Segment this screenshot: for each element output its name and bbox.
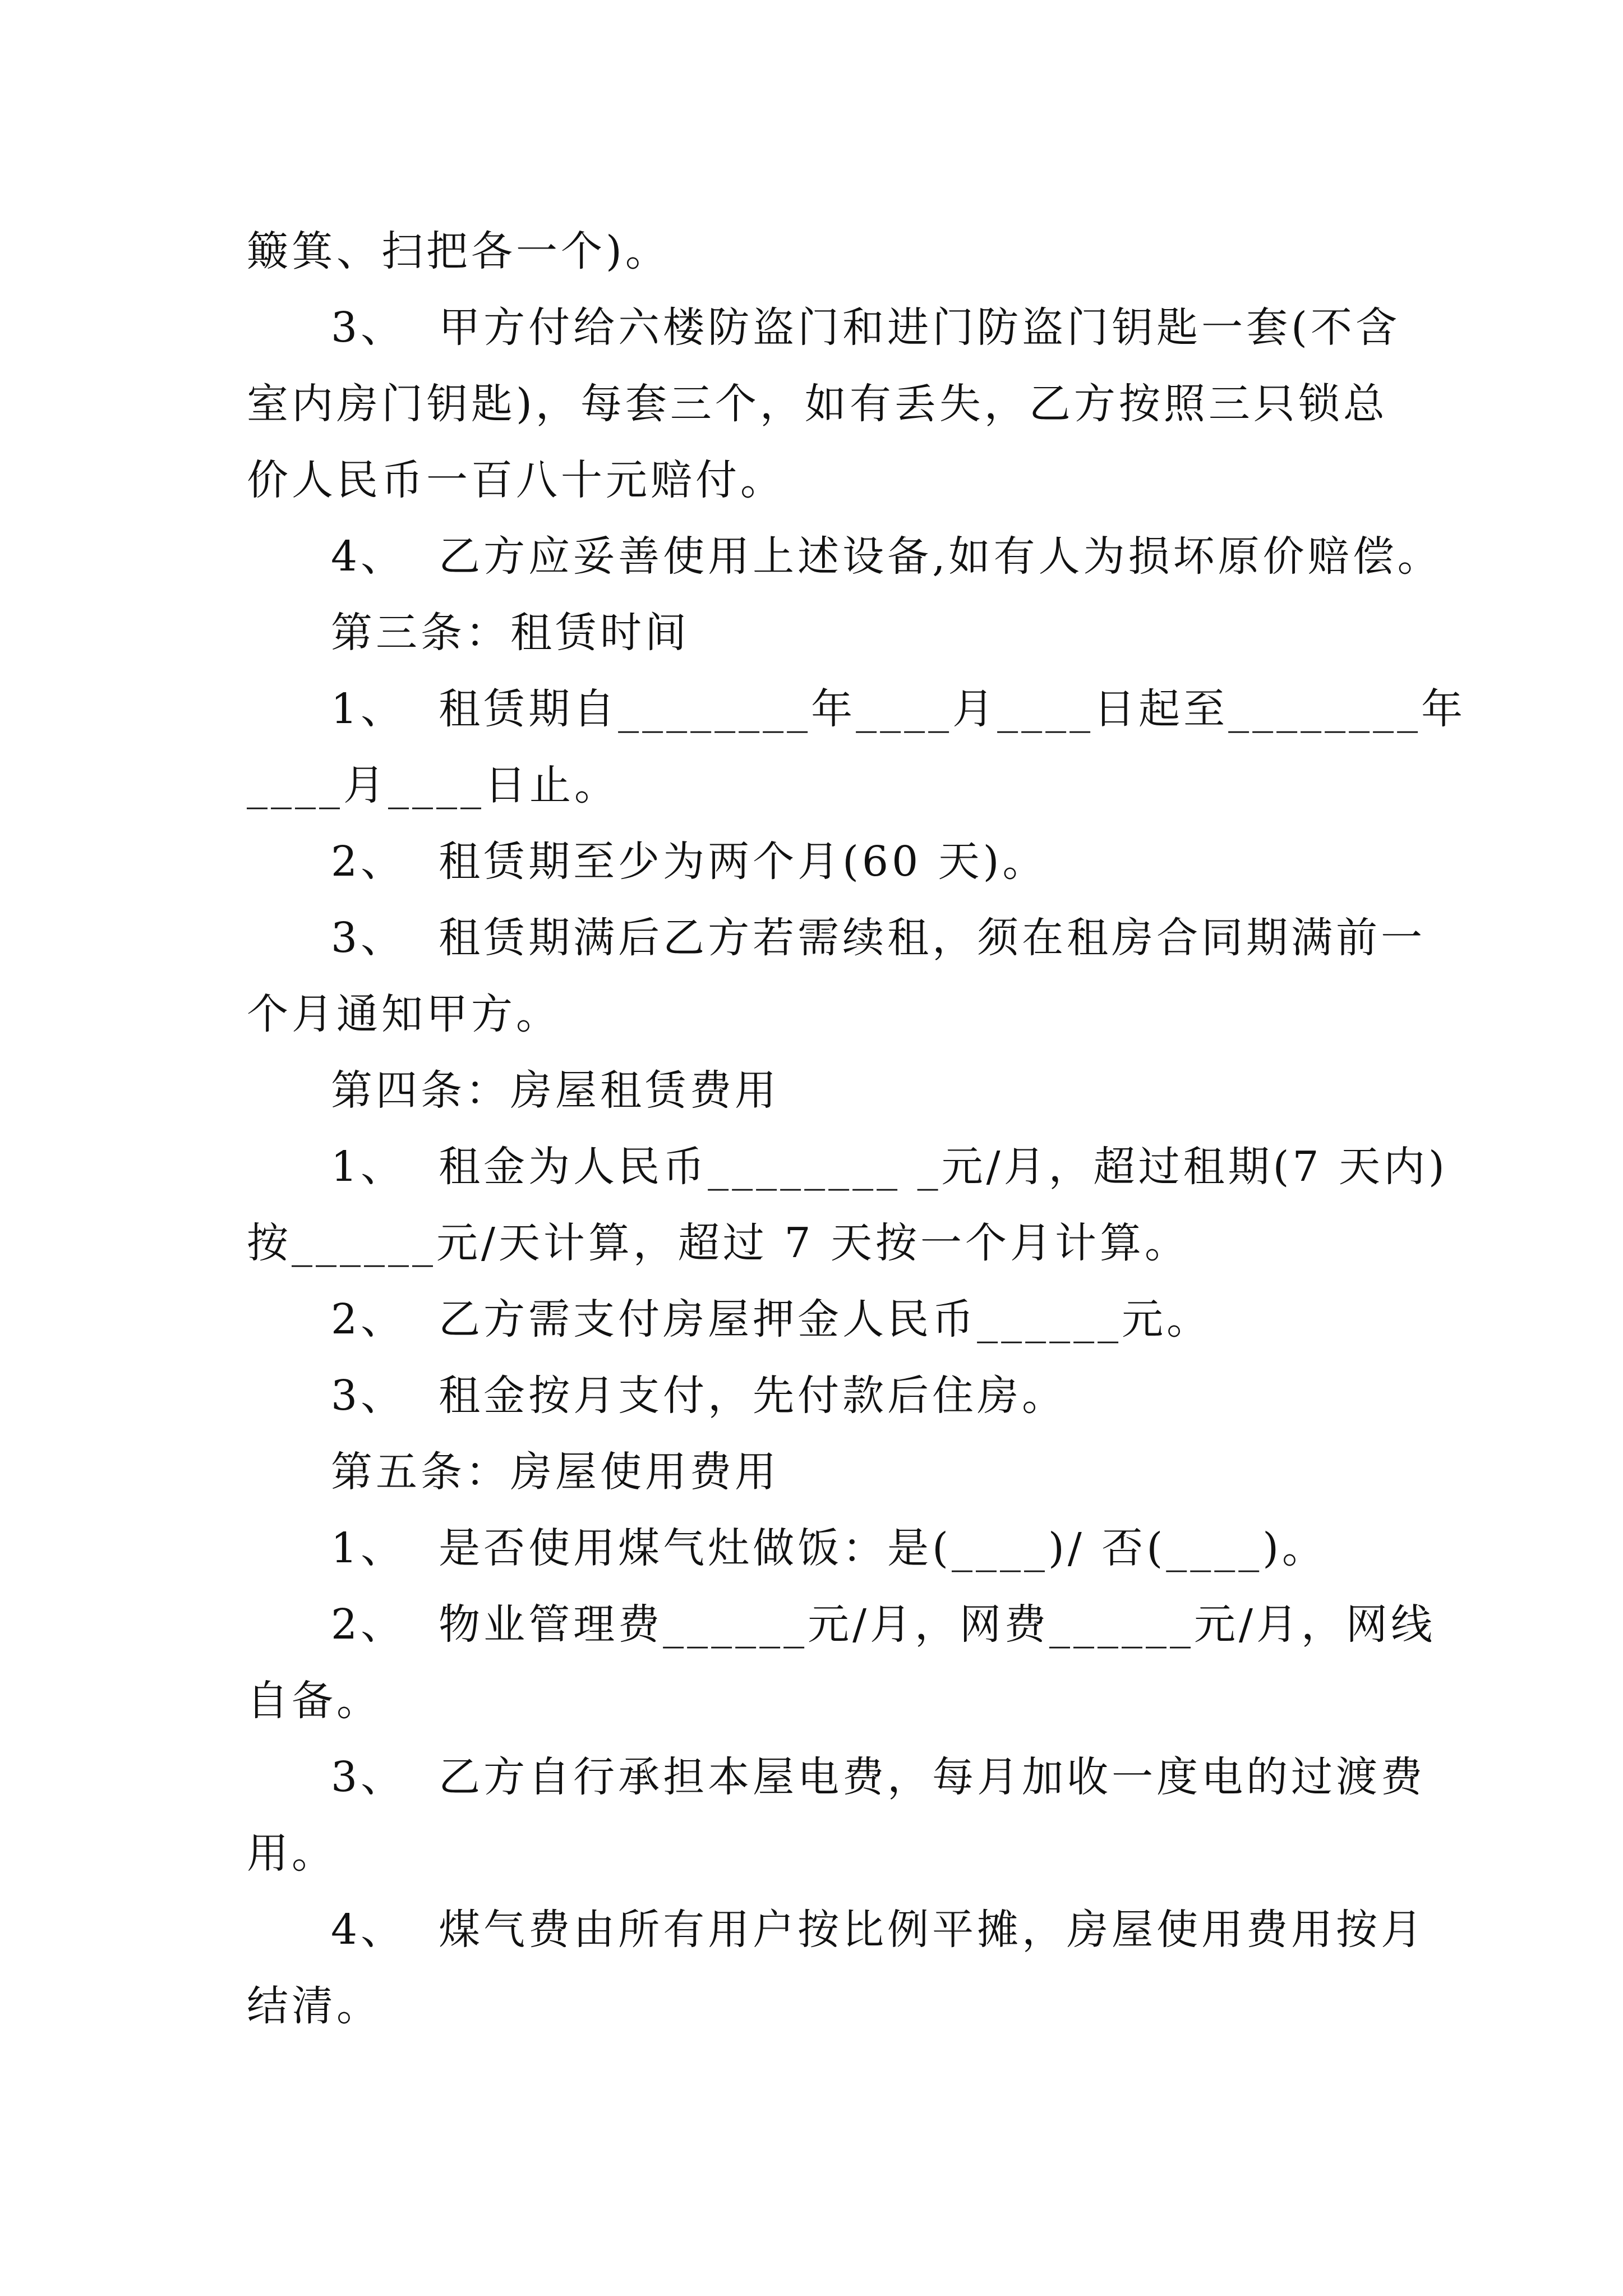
clause-item-3-renewal: 3、 租赁期满后乙方若需续租，须在租房合同期满前一 (331, 914, 1426, 962)
text-line: 结清。 (247, 1982, 381, 2030)
clause-item-1-term: 1、 租赁期自________年____月____日起至________年 (331, 685, 1467, 733)
clause-item-4-equipment: 4、 乙方应妥善使用上述设备,如有人为损坏原价赔偿。 (331, 532, 1442, 581)
clause-item-3-electricity: 3、 乙方自行承担本屋电费，每月加收一度电的过渡费 (331, 1753, 1426, 1801)
clause-item-4-gas-fee: 4、 煤气费由所有用户按比例平摊，房屋使用费用按月 (331, 1906, 1426, 1954)
clause-item-1-rent: 1、 租金为人民币________ _元/月，超过租期(7 天内) (331, 1143, 1448, 1191)
text-line: 按______元/天计算，超过 7 天按一个月计算。 (247, 1219, 1190, 1267)
document-page (247, 213, 1467, 2044)
text-line: 簸箕、扫把各一个)。 (247, 227, 670, 275)
article-heading-3: 第三条：租赁时间 (331, 609, 690, 657)
clause-item-1-gas-stove: 1、 是否使用煤气灶做饭：是(____)/ 否(____)。 (331, 1524, 1327, 1572)
clause-item-2-deposit: 2、 乙方需支付房屋押金人民币______元。 (331, 1295, 1212, 1343)
text-line: 价人民币一百八十元赔付。 (247, 456, 785, 504)
article-heading-5: 第五条：房屋使用费用 (331, 1448, 780, 1496)
text-line: 用。 (247, 1829, 336, 1878)
clause-item-3-keys: 3、 甲方付给六楼防盗门和进门防盗门钥匙一套(不含 (331, 303, 1400, 352)
clause-item-3-payment: 3、 租金按月支付，先付款后住房。 (331, 1372, 1067, 1420)
clause-item-2-fees: 2、 物业管理费______元/月，网费______元/月，网线 (331, 1600, 1436, 1649)
text-line: 室内房门钥匙)，每套三个，如有丢失，乙方按照三只锁总 (247, 380, 1388, 428)
clause-item-2-minimum: 2、 租赁期至少为两个月(60 天)。 (331, 838, 1048, 886)
text-line: 个月通知甲方。 (247, 990, 561, 1038)
text-line: ____月____日止。 (247, 761, 619, 809)
text-line: 自备。 (247, 1677, 381, 1725)
article-heading-4: 第四条：房屋租赁费用 (331, 1066, 780, 1115)
